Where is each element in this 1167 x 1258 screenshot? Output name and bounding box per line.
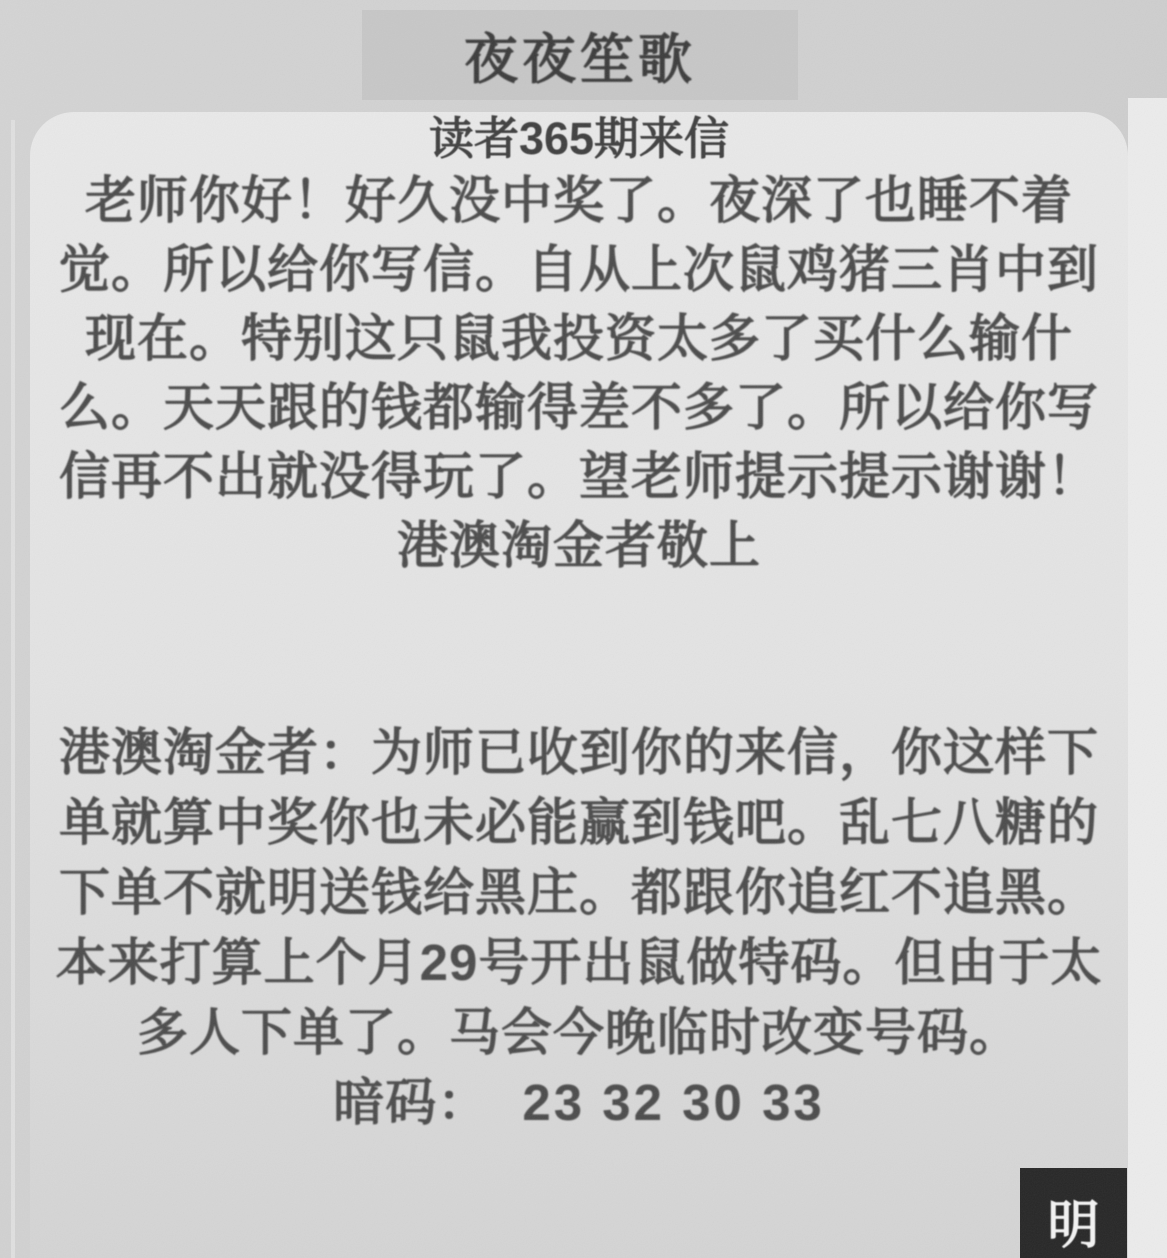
- page-edge-strip: [1128, 98, 1167, 1258]
- letter-line: 么。天天跟的钱都输得差不多了。所以给你写: [58, 379, 1099, 436]
- reply-line: 多人下单了。马会今晚临时改变号码。: [136, 1004, 1021, 1061]
- title-banner: [362, 10, 798, 100]
- corner-mark-box: [1020, 1168, 1127, 1258]
- reader-letter: [30, 166, 1128, 580]
- reply-line: 本来打算上个月29号开出鼠做特码。但由于太: [55, 934, 1103, 991]
- reply-line: 单就算中奖你也未必能赢到钱吧。乱七八糖的: [58, 794, 1099, 851]
- reply-line: 下单不就明送钱给黑庄。都跟你追红不追黑。: [58, 864, 1099, 921]
- corner-mark: 明: [1047, 1196, 1100, 1255]
- letter-line: 现在。特别这只鼠我投资太多了买什么输什: [84, 310, 1073, 367]
- code-numbers: 23 32 30 33: [522, 1074, 825, 1131]
- issue-heading: 读者365期来信: [428, 113, 730, 164]
- letter-line: 觉。所以给你写信。自从上次鼠鸡猪三肖中到: [58, 241, 1099, 298]
- secret-code-line: [30, 1068, 1128, 1138]
- master-reply: [30, 718, 1128, 1138]
- letter-line: 老师你好！好久没中奖了。夜深了也睡不着: [84, 172, 1073, 229]
- title-text: 夜夜笙歌: [464, 29, 696, 90]
- page-fold-line: [11, 120, 15, 1258]
- letter-card: [30, 112, 1128, 1258]
- letter-line: 信再不出就没得玩了。望老师提示提示谢谢！: [58, 448, 1099, 505]
- reply-line: 港澳淘金者：为师已收到你的来信，你这样下: [58, 724, 1099, 781]
- code-label: 暗码：: [333, 1074, 490, 1131]
- letter-signature: 港澳淘金者敬上: [396, 517, 761, 574]
